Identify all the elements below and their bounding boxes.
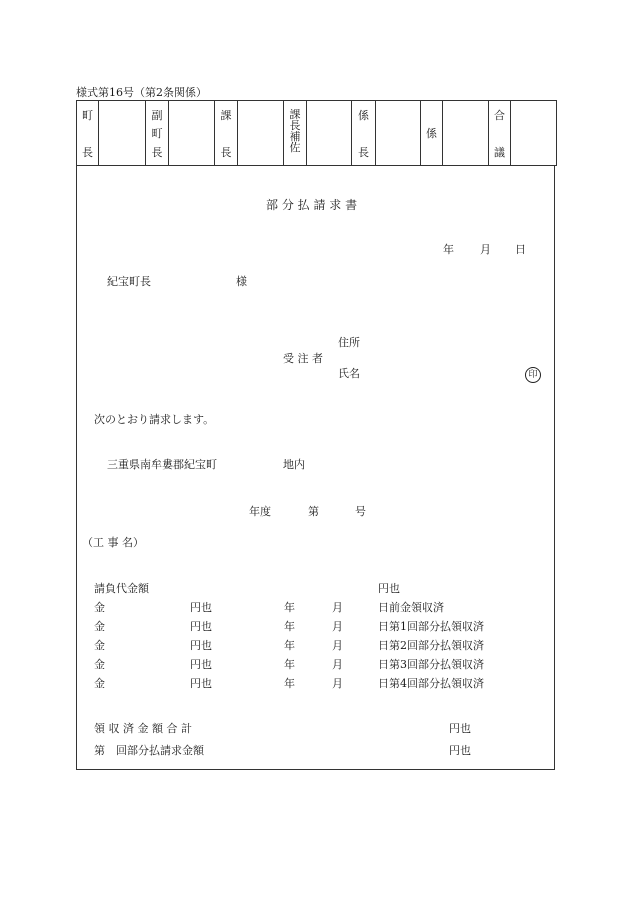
approval-stamp-chou[interactable] [99,101,146,166]
receipt-desc: 日前金領収済 [378,601,444,614]
approval-stamp-kachou-hosa[interactable] [307,101,352,166]
contractor-name-label: 氏名 [338,367,360,380]
receipt-year: 年 [284,601,295,614]
contractor-label: 受 注 者 [283,352,323,365]
date-month[interactable]: 月 [480,243,491,256]
approval-stamp-table [76,100,557,166]
date-year[interactable]: 年 [443,243,454,256]
receipt-unit: 円也 [190,601,212,614]
receipt-kin: 金 [94,620,105,633]
approval-stamp-kakarichou[interactable] [376,101,421,166]
received-total-unit: 円也 [449,722,471,735]
fiscal-dai-label: 第 [308,505,319,518]
approval-label-fuku-chou: 副 町 長 [146,101,169,166]
receipt-month: 月 [332,601,343,614]
approval-label-kachou: 課 長 [215,101,238,166]
approval-label-kakarichou: 係 長 [352,101,376,166]
received-total-label: 領 収 済 金 額 合 計 [94,722,192,735]
receipt-year: 年 [284,658,295,671]
receipt-unit: 円也 [190,658,212,671]
date-day[interactable]: 日 [515,243,526,256]
document-title: 部 分 払 請 求 書 [266,198,358,212]
receipt-year: 年 [284,677,295,690]
receipt-kin: 金 [94,658,105,671]
seal-icon: 印 [525,367,541,383]
approval-label-kachou-hosa: 課 長 補 佐 [284,101,307,166]
approval-label-kakari: 係 [421,101,443,166]
receipt-desc: 日第1回部分払領収済 [378,620,484,633]
approval-stamp-kakari[interactable] [443,101,489,166]
approval-label-chou: 町 長 [77,101,99,166]
receipt-year: 年 [284,620,295,633]
receipt-month: 月 [332,658,343,671]
receipt-month: 月 [332,639,343,652]
location-prefix: 三重県南牟婁郡紀宝町 [107,458,217,471]
receipt-month: 月 [332,620,343,633]
approval-stamp-gougi[interactable] [511,101,557,166]
approval-stamp-fuku-chou[interactable] [169,101,215,166]
work-name-label: （工 事 名） [82,536,144,549]
approval-stamp-kachou[interactable] [238,101,284,166]
addressee-name: 紀宝町長 [107,275,151,288]
contract-amount-label: 請負代金額 [94,582,149,595]
receipt-unit: 円也 [190,677,212,690]
receipt-desc: 日第3回部分払領収済 [378,658,484,671]
receipt-year: 年 [284,639,295,652]
receipt-unit: 円也 [190,620,212,633]
request-amount-label: 第 回部分払請求金額 [94,744,204,757]
receipt-desc: 日第4回部分払領収済 [378,677,484,690]
request-statement: 次のとおり請求します。 [94,413,215,426]
receipt-unit: 円也 [190,639,212,652]
approval-label-gougi: 合 議 [489,101,511,166]
addressee-honorific: 様 [236,275,247,288]
request-amount-unit: 円也 [449,744,471,757]
receipt-kin: 金 [94,601,105,614]
fiscal-year-label: 年度 [249,505,271,518]
contractor-address-label: 住所 [338,336,360,349]
contract-amount-unit: 円也 [378,582,400,595]
receipt-desc: 日第2回部分払領収済 [378,639,484,652]
fiscal-gou-label: 号 [355,505,366,518]
form-number-label: 様式第16号（第2条関係） [76,86,207,99]
receipt-kin: 金 [94,639,105,652]
location-suffix: 地内 [283,458,305,471]
receipt-kin: 金 [94,677,105,690]
receipt-month: 月 [332,677,343,690]
